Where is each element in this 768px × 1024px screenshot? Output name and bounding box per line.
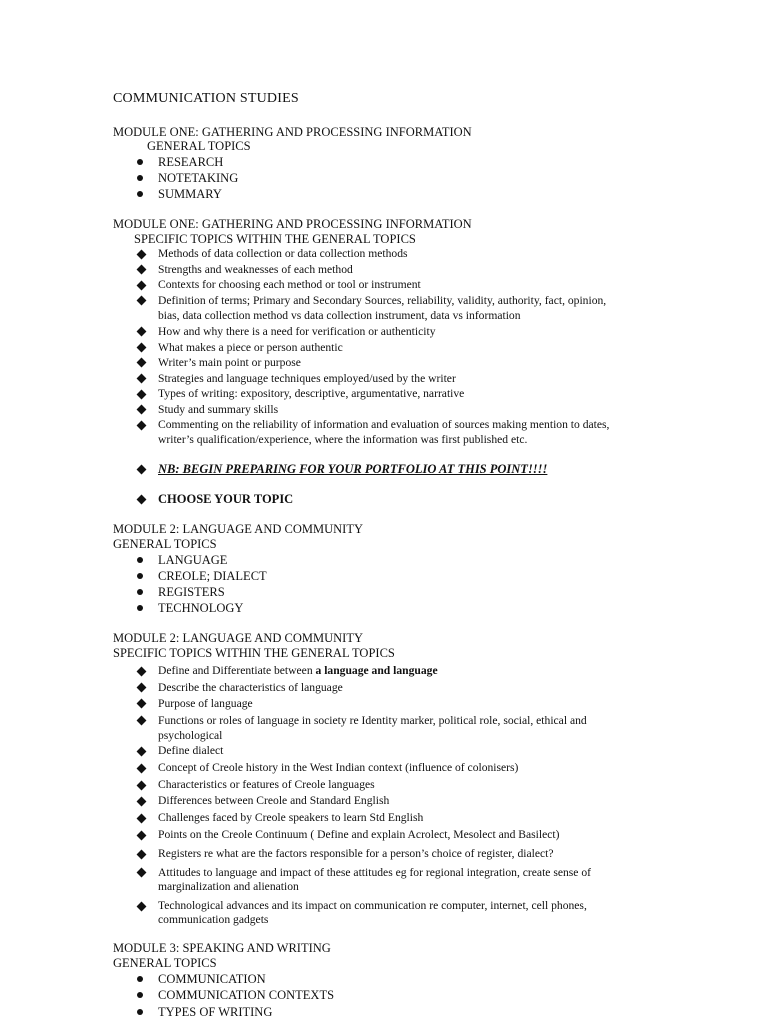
module-3-heading: MODULE 3: SPEAKING AND WRITING bbox=[113, 941, 331, 955]
list-item-continuation: communication gadgets bbox=[158, 913, 269, 926]
diamond-bullet-icon bbox=[137, 281, 147, 291]
diamond-bullet-icon bbox=[137, 327, 147, 337]
diamond-bullet-icon bbox=[137, 902, 147, 912]
bullet-dot-icon bbox=[137, 976, 143, 982]
list-item: Study and summary skills bbox=[158, 403, 279, 416]
list-item: Registers re what are the factors responsible for a person’s choice of register, dialect? bbox=[158, 847, 554, 860]
diamond-bullet-icon bbox=[137, 495, 147, 505]
list-item: COMMUNICATION bbox=[158, 972, 266, 986]
diamond-bullet-icon bbox=[137, 747, 147, 757]
list-item: Technological advances and its impact on communication re computer, internet, cell phones, bbox=[158, 899, 587, 912]
bullet-dot-icon bbox=[137, 992, 143, 998]
list-item: Challenges faced by Creole speakers to learn Std English bbox=[158, 811, 424, 824]
list-item: SUMMARY bbox=[158, 187, 222, 201]
module-2-specific-label: SPECIFIC TOPICS WITHIN THE GENERAL TOPICS bbox=[113, 646, 395, 660]
module-2-heading-repeat: MODULE 2: LANGUAGE AND COMMUNITY bbox=[113, 631, 363, 645]
list-item: Purpose of language bbox=[158, 697, 253, 710]
diamond-bullet-icon bbox=[137, 390, 147, 400]
diamond-bullet-icon bbox=[137, 296, 147, 306]
list-item: Strategies and language techniques employed/used by the writer bbox=[158, 372, 456, 385]
diamond-bullet-icon bbox=[137, 781, 147, 791]
list-item: How and why there is a need for verification or authenticity bbox=[158, 325, 436, 338]
diamond-bullet-icon bbox=[137, 374, 147, 384]
list-item-continuation: psychological bbox=[158, 729, 223, 742]
list-item-bold-text: a language and language bbox=[315, 664, 438, 677]
list-item: REGISTERS bbox=[158, 585, 225, 599]
list-item: RESEARCH bbox=[158, 155, 224, 169]
diamond-bullet-icon bbox=[137, 814, 147, 824]
list-item: COMMUNICATION CONTEXTS bbox=[158, 988, 335, 1002]
diamond-bullet-icon bbox=[137, 683, 147, 693]
list-item: Concept of Creole history in the West Indian context (influence of colonisers) bbox=[158, 761, 519, 774]
diamond-bullet-icon bbox=[137, 699, 147, 709]
diamond-bullet-icon bbox=[137, 465, 147, 475]
list-item: Points on the Creole Continuum ( Define and explain Acrolect, Mesolect and Basilect) bbox=[158, 828, 560, 841]
diamond-bullet-icon bbox=[137, 716, 147, 726]
bullet-dot-icon bbox=[137, 159, 143, 165]
choose-topic-notice: CHOOSE YOUR TOPIC bbox=[158, 492, 294, 506]
list-item: Definition of terms; Primary and Secondary Sources, reliability, validity, authority, fact, opinion, bbox=[158, 294, 607, 307]
bullet-dot-icon bbox=[137, 557, 143, 563]
list-item: TYPES OF WRITING bbox=[158, 1005, 273, 1019]
bullet-dot-icon bbox=[137, 573, 143, 579]
list-item: Contexts for choosing each method or tool or instrument bbox=[158, 278, 421, 291]
list-item-text: Define and Differentiate between bbox=[158, 664, 316, 677]
list-item: What makes a piece or person authentic bbox=[158, 341, 343, 354]
list-item: Functions or roles of language in society re Identity marker, political role, social, ethical and bbox=[158, 714, 587, 727]
module-1-general-label: GENERAL TOPICS bbox=[147, 139, 251, 153]
list-item: Commenting on the reliability of information and evaluation of sources making mention to dates, bbox=[158, 418, 610, 431]
list-item-continuation: marginalization and alienation bbox=[158, 880, 299, 893]
document-title: COMMUNICATION STUDIES bbox=[113, 91, 299, 106]
list-item: Differences between Creole and Standard English bbox=[158, 794, 390, 807]
diamond-bullet-icon bbox=[137, 265, 147, 275]
diamond-bullet-icon bbox=[137, 358, 147, 368]
module-2-heading: MODULE 2: LANGUAGE AND COMMUNITY bbox=[113, 522, 363, 536]
list-item: Characteristics or features of Creole languages bbox=[158, 778, 375, 791]
module-1-specific-label: SPECIFIC TOPICS WITHIN THE GENERAL TOPICS bbox=[134, 232, 416, 246]
list-item: LANGUAGE bbox=[158, 553, 228, 567]
bullet-dot-icon bbox=[137, 605, 143, 611]
list-item: Types of writing: expository, descriptive, argumentative, narrative bbox=[158, 387, 465, 400]
bullet-dot-icon bbox=[137, 589, 143, 595]
list-item: Define dialect bbox=[158, 744, 224, 757]
list-item bbox=[158, 664, 438, 677]
diamond-bullet-icon bbox=[137, 250, 147, 260]
list-item: NOTETAKING bbox=[158, 171, 239, 185]
list-item: CREOLE; DIALECT bbox=[158, 569, 267, 583]
diamond-bullet-icon bbox=[137, 868, 147, 878]
bullet-dot-icon bbox=[137, 1009, 143, 1015]
diamond-bullet-icon bbox=[137, 667, 147, 677]
module-1-heading-repeat: MODULE ONE: GATHERING AND PROCESSING INFORMATION bbox=[113, 217, 472, 231]
diamond-bullet-icon bbox=[137, 831, 147, 841]
diamond-bullet-icon bbox=[137, 343, 147, 353]
module-2-general-label: GENERAL TOPICS bbox=[113, 537, 217, 551]
diamond-bullet-icon bbox=[137, 764, 147, 774]
module-1-heading: MODULE ONE: GATHERING AND PROCESSING INFORMATION bbox=[113, 125, 472, 139]
diamond-bullet-icon bbox=[137, 421, 147, 431]
list-item: Attitudes to language and impact of these attitudes eg for regional integration, create sense of bbox=[158, 866, 592, 879]
list-item: Writer’s main point or purpose bbox=[158, 356, 301, 369]
diamond-bullet-icon bbox=[137, 797, 147, 807]
list-item: Methods of data collection or data collection methods bbox=[158, 247, 408, 260]
portfolio-notice: NB: BEGIN PREPARING FOR YOUR PORTFOLIO AT THIS POINT!!!! bbox=[158, 462, 548, 476]
diamond-bullet-icon bbox=[137, 850, 147, 860]
bullet-dot-icon bbox=[137, 191, 143, 197]
bullet-dot-icon bbox=[137, 175, 143, 181]
list-item: TECHNOLOGY bbox=[158, 601, 244, 615]
module-3-general-label: GENERAL TOPICS bbox=[113, 956, 217, 970]
list-item: Describe the characteristics of language bbox=[158, 681, 343, 694]
list-item-continuation: bias, data collection method vs data collection instrument, data vs information bbox=[158, 309, 521, 322]
diamond-bullet-icon bbox=[137, 405, 147, 415]
list-item: Strengths and weaknesses of each method bbox=[158, 263, 353, 276]
list-item-continuation: writer’s qualification/experience, where the information was first published etc. bbox=[158, 433, 528, 446]
